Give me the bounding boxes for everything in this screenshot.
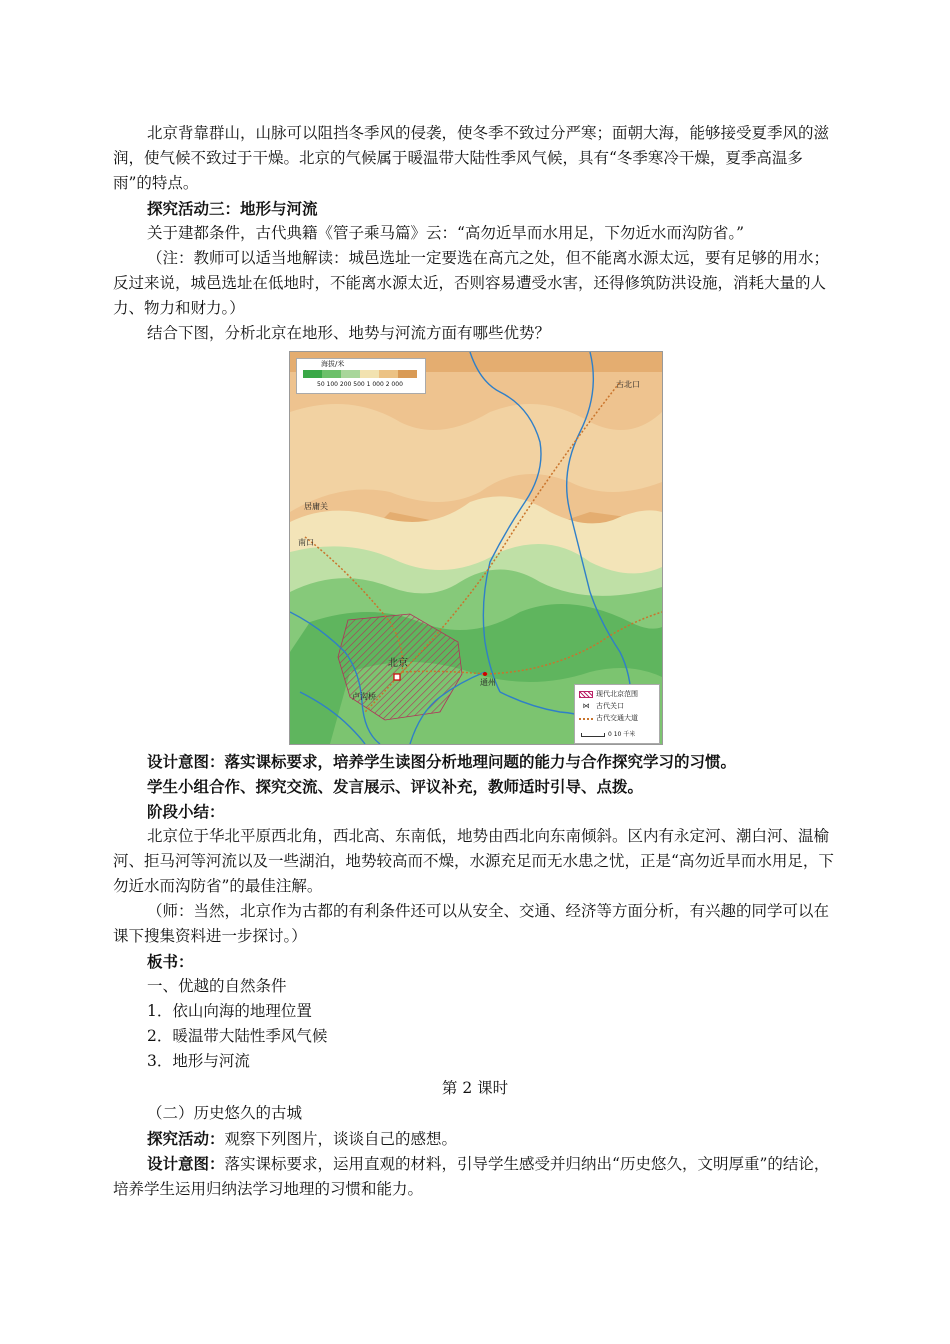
paragraph-design-intent-1: 设计意图：落实课标要求，培养学生读图分析地理问题的能力与合作探究学习的习惯。 (147, 752, 737, 771)
section-2-heading: （二）历史悠久的古城 (147, 1104, 303, 1122)
elevation-legend-swatches (303, 370, 417, 378)
paragraph-teacher-remark: （师：当然，北京作为古都的有利条件还可以从安全、交通、经济等方面分析，有兴趣的同学可以在课下搜集资料进一步探讨。） (113, 902, 830, 945)
elevation-legend-ticks: 50 100 200 500 1 000 2 000 (317, 381, 403, 388)
legend-row-ancient-pass: ⋈ 古代关口 (579, 702, 624, 710)
paragraph-climate: 北京背靠群山，山脉可以阻挡冬季风的侵袭，使冬季不致过分严寒；面朝大海，能够接受夏季风的滋润，使气候不致过于干燥。北京的气候属于暖温带大陆性季风气候，具有“冬季寒冷干燥，夏季高温多雨”的特点。 (113, 124, 830, 192)
paragraph-teacher-note: （注：教师可以适当地解读：城邑选址一定要选在高亢之处，但不能离水源太远，要有足够的用水；反过来说，城邑选址在低地时，不能离水源太近，否则容易遭受水害，还得修筑防洪设施，消耗大量的人力、物力和财力。） (113, 249, 830, 317)
elevation-legend-title: 海拔/米 (321, 360, 345, 368)
paragraph-design-intent-2 (113, 1151, 838, 1202)
board-line-2: 1．依山向海的地理位置 (147, 1002, 312, 1020)
design-intent-2-text: 落实课标要求，运用直观的材料，引导学生感受并归纳出“历史悠久，文明厚重”的结论，培养学生运用归纳法学习地理的习惯和能力。 (113, 1155, 830, 1198)
activity-label: 探究活动： (147, 1129, 225, 1148)
board-line-4: 3．地形与河流 (147, 1052, 250, 1070)
elevation-swatch (322, 370, 341, 378)
heading-stage-summary: 阶段小结： (147, 802, 225, 821)
legend-row-ancient-road: 古代交通大道 (579, 714, 638, 722)
elevation-swatch (379, 370, 398, 378)
beijing-topographic-map (289, 351, 663, 745)
paragraph-group-work: 学生小组合作、探究交流、发言展示、评议补充，教师适时引导、点拨。 (147, 777, 644, 796)
paragraph-activity (113, 1126, 838, 1152)
place-beijing: 北京 (388, 658, 408, 669)
map-scale-bar: 0 10 千米 (581, 731, 635, 738)
pass-marker-icon: ⋈ (582, 701, 590, 710)
design-intent-2-label: 设计意图： (147, 1154, 225, 1173)
paragraph-guanzi-quote: 关于建都条件，古代典籍《管子乘马篇》云：“高勿近旱而水用足，下勿近水而沟防省。” (147, 224, 745, 242)
activity-text: 观察下列图片，谈谈自己的感想。 (224, 1130, 458, 1148)
legend-row-modern-beijing: 现代北京范围 (579, 690, 638, 698)
elevation-swatch (398, 370, 417, 378)
place-tongzhou: 通州 (480, 678, 496, 687)
scale-bar-icon (581, 733, 605, 737)
lesson-2-title: 第 2 课时 (441, 1079, 509, 1097)
elevation-swatch (303, 370, 322, 378)
paragraph-stage-summary: 北京位于华北平原西北角，西北高、东南低，地势由西北向东南倾斜。区内有永定河、潮白河、温榆河、拒马河等河流以及一些湖泊，地势较高而不燥，水源充足而无水患之忧，正是“高勿近旱而水用足，下勿近水而沟防省”的最佳注解。 (113, 827, 834, 895)
dotted-road-icon (579, 718, 593, 720)
place-nankou: 南口 (298, 538, 314, 547)
place-lugouqiao: 卢沟桥 (352, 692, 376, 701)
place-juyongguan: 居庸关 (304, 502, 328, 511)
paragraph-map-question: 结合下图，分析北京在地形、地势与河流方面有哪些优势？ (147, 324, 551, 342)
hatch-swatch-icon (579, 691, 593, 698)
heading-activity-3: 探究活动三：地形与河流 (147, 199, 318, 218)
place-gubeikou: 古北口 (616, 380, 640, 389)
elevation-swatch (360, 370, 379, 378)
board-line-3: 2．暖温带大陆性季风气候 (147, 1027, 328, 1045)
elevation-legend (296, 358, 426, 394)
map-symbol-legend (574, 684, 660, 744)
board-line-1: 一、优越的自然条件 (147, 977, 287, 995)
heading-board: 板书： (147, 952, 194, 971)
elevation-swatch (341, 370, 360, 378)
